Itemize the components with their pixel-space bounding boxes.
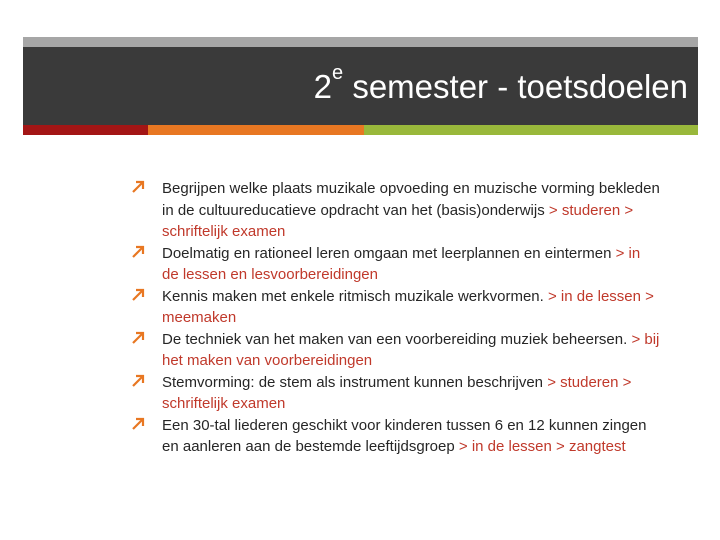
slide-title <box>313 62 688 107</box>
bullet-list <box>130 178 660 458</box>
diagonal-arrow-icon <box>130 330 146 346</box>
diagonal-arrow-icon <box>130 287 146 303</box>
bullet-text: Een 30-tal liederen geschikt voor kinderen tussen 6 en 12 kunnen zingen en aanleren aan de bestemde leeftijdsgroep <box>162 416 647 455</box>
bullet-item <box>130 372 660 415</box>
stripe-red <box>23 125 148 135</box>
bullet-link: > in de lessen > zangtest <box>458 438 626 455</box>
bullet-link: > in de lessen en lesvoorbereidingen <box>162 244 641 283</box>
bullet-text: Stemvorming: de stem als instrument kunnen beschrijven <box>162 373 548 391</box>
bullet-text: De techniek van het maken van een voorbereiding muziek beheersen. <box>162 330 632 348</box>
bullet-item <box>130 415 660 458</box>
title-superscript: e <box>332 62 344 84</box>
bullet-link: > studeren > schriftelijk examen <box>162 373 632 412</box>
diagonal-arrow-icon <box>130 244 146 260</box>
diagonal-arrow-icon <box>130 416 146 432</box>
bullet-item <box>130 178 660 243</box>
bullet-item <box>130 329 660 372</box>
stripe-orange <box>148 125 364 135</box>
title-band <box>23 47 698 125</box>
bullet-link: > in de lessen > meemaken <box>162 287 654 326</box>
bullet-text: Begrijpen welke plaats muzikale opvoeding en muzische vorming bekleden in de cultuureducatieve opdracht van het (basis)onderwijs <box>162 180 660 219</box>
bullet-text: Kennis maken met enkele ritmisch muzikale werkvormen. <box>162 287 548 305</box>
diagonal-arrow-icon <box>130 179 146 195</box>
stripe-green <box>364 125 698 135</box>
top-rule <box>23 37 698 47</box>
bullet-item <box>130 243 660 286</box>
title-prefix: 2 <box>313 68 333 105</box>
bullet-item <box>130 286 660 329</box>
diagonal-arrow-icon <box>130 373 146 389</box>
bullet-text: Doelmatig en rationeel leren omgaan met leerplannen en eintermen <box>162 244 616 262</box>
bullet-link: > studeren > schriftelijk examen <box>162 201 634 240</box>
bullet-link: > bij het maken van voorbereidingen <box>162 330 660 369</box>
title-rest: semester - toetsdoelen <box>343 68 688 105</box>
